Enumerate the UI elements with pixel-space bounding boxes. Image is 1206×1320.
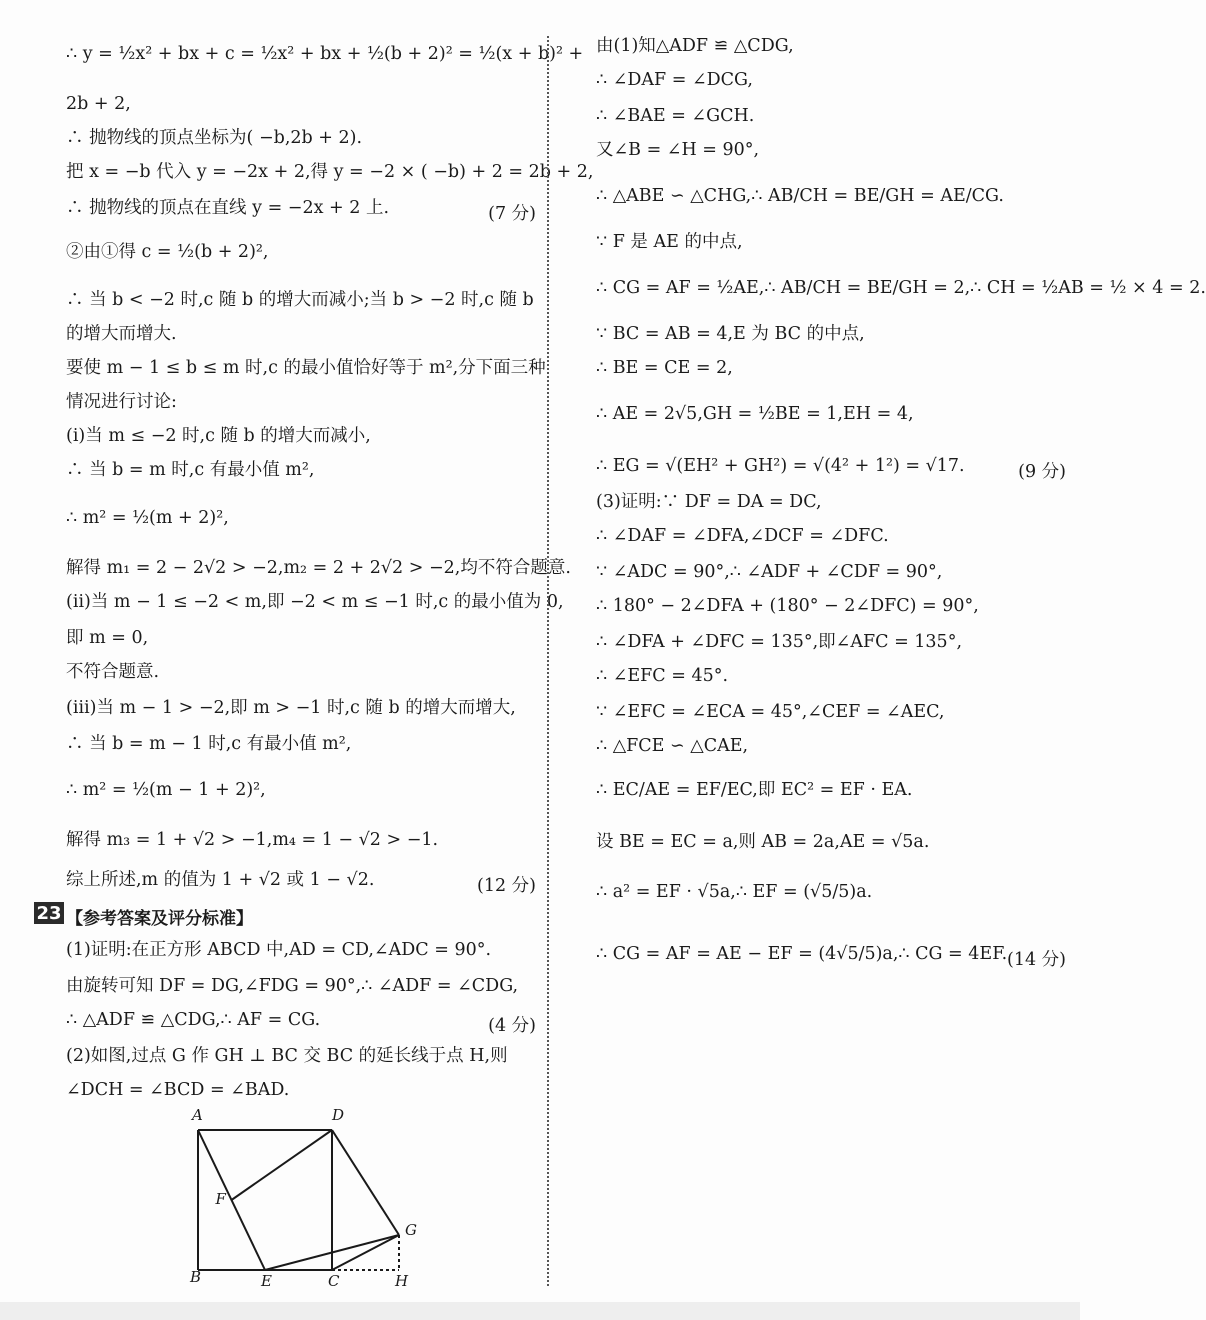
figure-label-b: B <box>190 1268 202 1286</box>
solution-line: ∴ m² = ½(m + 2)², <box>66 508 229 528</box>
solution-line: ∴ ∠BAE = ∠GCH. <box>596 106 755 126</box>
solution-line: ∴ 抛物线的顶点在直线 y = −2x + 2 上. <box>66 198 390 218</box>
page-bottom-strip <box>0 1302 1080 1320</box>
solution-line: 不符合题意. <box>66 662 160 682</box>
figure-label-c: C <box>328 1272 340 1290</box>
solution-line: ∴ 当 b < −2 时,c 随 b 的增大而减小;当 b > −2 时,c 随 b <box>66 290 534 310</box>
solution-line: 设 BE = EC = a,则 AB = 2a,AE = √5a. <box>596 832 930 852</box>
solution-line: 由(1)知△ADF ≌ △CDG, <box>596 36 794 56</box>
solution-line: 的增大而增大. <box>66 324 177 344</box>
solution-line: (2)如图,过点 G 作 GH ⊥ BC 交 BC 的延长线于点 H,则 <box>66 1046 508 1066</box>
score-mark: (7 分) <box>488 204 536 224</box>
solution-line: ∴ BE = CE = 2, <box>596 358 733 378</box>
solution-line: ∴ 当 b = m 时,c 有最小值 m², <box>66 460 315 480</box>
solution-line: ∵ F 是 AE 的中点, <box>596 232 743 252</box>
figure-label-d: D <box>332 1106 345 1124</box>
solution-line: (ⅱ)当 m − 1 ≤ −2 < m,即 −2 < m ≤ −1 时,c 的最小值为 0, <box>66 592 564 612</box>
solution-line: 把 x = −b 代入 y = −2x + 2,得 y = −2 × ( −b) + 2 = 2b + 2, <box>66 162 594 182</box>
solution-line: ∴ a² = EF · √5a,∴ EF = (√5/5)a. <box>596 882 873 902</box>
question-number-badge: 23 <box>34 902 64 924</box>
solution-line: ∴ EG = √(EH² + GH²) = √(4² + 1²) = √17. <box>596 456 965 476</box>
solution-line: ∴ AE = 2√5,GH = ½BE = 1,EH = 4, <box>596 404 914 424</box>
solution-line: ∴ 180° − 2∠DFA + (180° − 2∠DFC) = 90°, <box>596 596 979 616</box>
solution-line: (3)证明:∵ DF = DA = DC, <box>596 492 822 512</box>
solution-line: 综上所述,m 的值为 1 + √2 或 1 − √2. <box>66 870 375 890</box>
score-mark: (14 分) <box>1007 950 1066 970</box>
solution-line: 解得 m₁ = 2 − 2√2 > −2,m₂ = 2 + 2√2 > −2,均不符合题意. <box>66 558 571 578</box>
solution-line: ∴ CG = AF = AE − EF = (4√5/5)a,∴ CG = 4EF. <box>596 944 1008 964</box>
column-divider <box>547 36 549 1286</box>
solution-line: ∴ ∠EFC = 45°. <box>596 666 729 686</box>
figure-label-h: H <box>395 1272 409 1290</box>
solution-line: ∵ ∠ADC = 90°,∴ ∠ADF + ∠CDF = 90°, <box>596 562 943 582</box>
solution-line: ∴ m² = ½(m − 1 + 2)², <box>66 780 266 800</box>
figure-label-f: F <box>215 1190 226 1208</box>
solution-line: ∴ ∠DFA + ∠DFC = 135°,即∠AFC = 135°, <box>596 632 963 652</box>
segment-cg <box>332 1235 399 1270</box>
solution-line: 2b + 2, <box>66 94 131 114</box>
solution-line: ②由①得 c = ½(b + 2)², <box>66 242 269 262</box>
figure-label-g: G <box>405 1221 417 1239</box>
solution-line: ∴ 抛物线的顶点坐标为( −b,2b + 2). <box>66 128 363 148</box>
solution-line: (ⅰ)当 m ≤ −2 时,c 随 b 的增大而减小, <box>66 426 371 446</box>
score-mark: (12 分) <box>477 876 536 896</box>
segment-df <box>232 1130 333 1200</box>
figure-label-a: A <box>192 1106 203 1124</box>
solution-line: ∴ CG = AF = ½AE,∴ AB/CH = BE/GH = 2,∴ CH = ½AB = ½ × 4 = 2. <box>596 278 1206 298</box>
solution-line: 由旋转可知 DF = DG,∠FDG = 90°,∴ ∠ADF = ∠CDG, <box>66 976 519 996</box>
geometry-figure <box>180 1106 420 1290</box>
answer-section-title: 【参考答案及评分标准】 <box>66 909 253 929</box>
segment-dg <box>332 1130 399 1235</box>
solution-line: 解得 m₃ = 1 + √2 > −1,m₄ = 1 − √2 > −1. <box>66 830 439 850</box>
solution-line: (ⅲ)当 m − 1 > −2,即 m > −1 时,c 随 b 的增大而增大, <box>66 698 516 718</box>
solution-line: 又∠B = ∠H = 90°, <box>596 140 760 160</box>
solution-line: ∴ EC/AE = EF/EC,即 EC² = EF · EA. <box>596 780 913 800</box>
score-mark: (4 分) <box>488 1016 536 1036</box>
solution-line: 要使 m − 1 ≤ b ≤ m 时,c 的最小值恰好等于 m²,分下面三种 <box>66 358 546 378</box>
solution-line: ∠DCH = ∠BCD = ∠BAD. <box>66 1080 290 1100</box>
solution-line: 即 m = 0, <box>66 628 149 648</box>
solution-line: ∴ △ADF ≌ △CDG,∴ AF = CG. <box>66 1010 321 1030</box>
solution-line: ∴ △FCE ∽ △CAE, <box>596 736 749 756</box>
solution-line: ∵ ∠EFC = ∠ECA = 45°,∠CEF = ∠AEC, <box>596 702 945 722</box>
score-mark: (9 分) <box>1018 462 1066 482</box>
solution-line: ∴ △ABE ∽ △CHG,∴ AB/CH = BE/GH = AE/CG. <box>596 186 1004 206</box>
solution-line: (1)证明:在正方形 ABCD 中,AD = CD,∠ADC = 90°. <box>66 940 492 960</box>
solution-line: ∴ y = ½x² + bx + c = ½x² + bx + ½(b + 2)² = ½(x + b)² + <box>66 44 584 64</box>
solution-line: 情况进行讨论: <box>66 392 177 412</box>
solution-line: ∵ BC = AB = 4,E 为 BC 的中点, <box>596 324 865 344</box>
solution-line: ∴ ∠DAF = ∠DFA,∠DCF = ∠DFC. <box>596 526 889 546</box>
solution-line: ∴ ∠DAF = ∠DCG, <box>596 70 753 90</box>
solution-line: ∴ 当 b = m − 1 时,c 有最小值 m², <box>66 734 352 754</box>
figure-label-e: E <box>261 1272 272 1290</box>
